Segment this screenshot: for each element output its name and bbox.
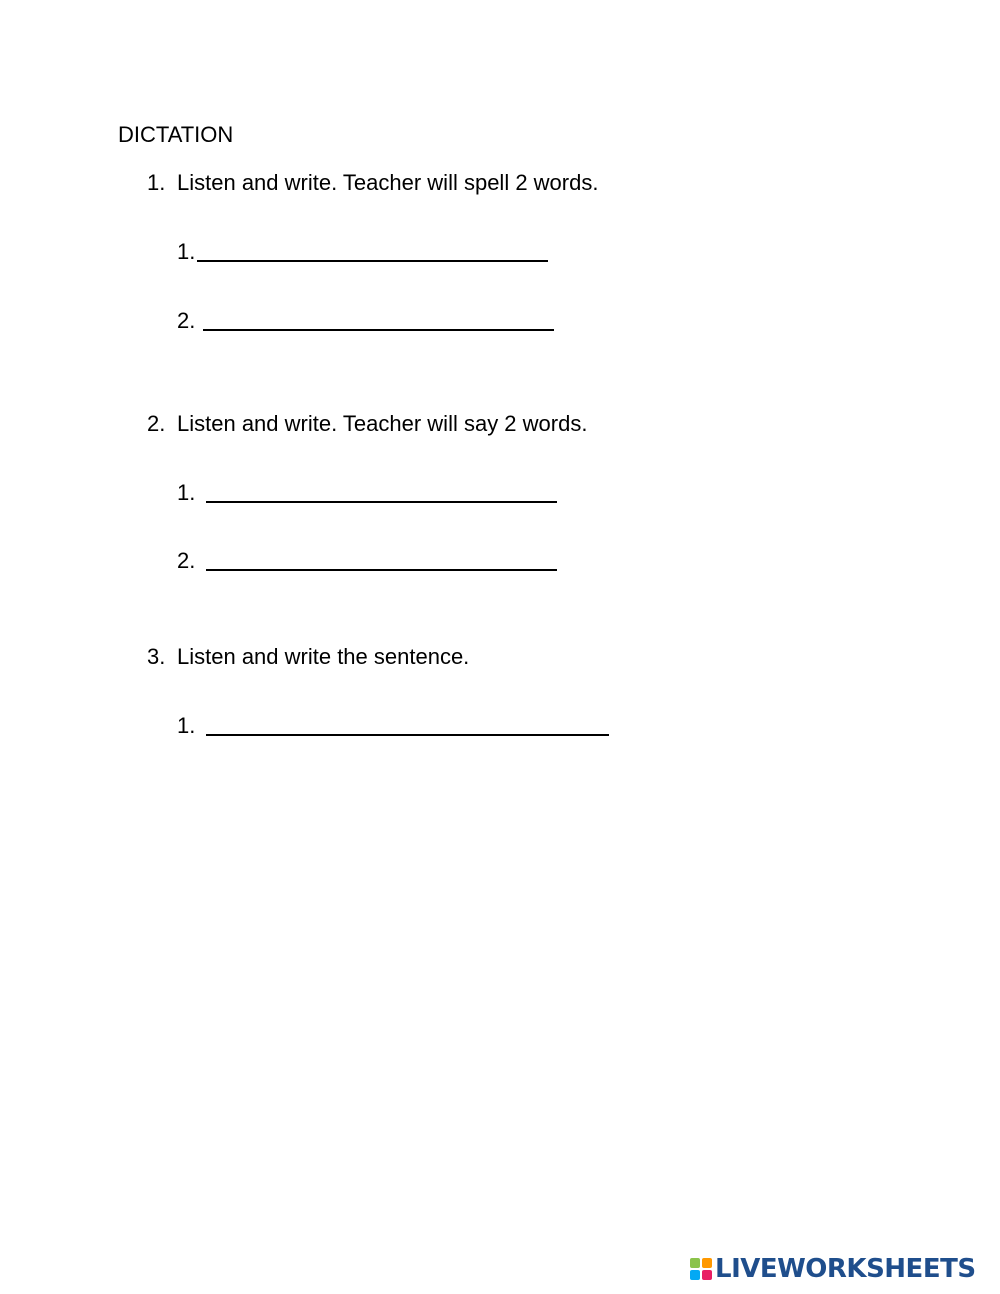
section-2-answer-2-field[interactable] xyxy=(206,569,557,571)
logo-tile xyxy=(690,1258,700,1268)
section-2-answer-1-field[interactable] xyxy=(206,501,557,503)
section-1-item-2-label: 2. xyxy=(177,308,196,333)
section-1-number: 1. xyxy=(147,170,166,195)
section-3-item-1-label: 1. xyxy=(177,713,196,738)
section-3-number: 3. xyxy=(147,644,166,669)
section-2-instruction: Listen and write. Teacher will say 2 words. xyxy=(177,411,588,436)
section-3-answer-1-field[interactable] xyxy=(206,734,609,736)
logo-tile xyxy=(702,1258,712,1268)
section-2-item-1-label: 1. xyxy=(177,480,196,505)
section-1-answer-2-field[interactable] xyxy=(203,329,554,331)
page-title: DICTATION xyxy=(118,122,234,147)
logo-text: LIVEWORKSHEETS xyxy=(715,1254,976,1284)
logo-tiles-icon xyxy=(690,1258,712,1280)
section-1-item-1-label: 1. xyxy=(177,239,196,264)
section-2-number: 2. xyxy=(147,411,166,436)
section-1-instruction: Listen and write. Teacher will spell 2 words. xyxy=(177,170,599,195)
logo-tile xyxy=(690,1270,700,1280)
section-3-instruction: Listen and write the sentence. xyxy=(177,644,470,669)
section-2-item-2-label: 2. xyxy=(177,548,196,573)
liveworksheets-logo xyxy=(690,1256,976,1282)
section-1-answer-1-field[interactable] xyxy=(197,260,548,262)
logo-tile xyxy=(702,1270,712,1280)
